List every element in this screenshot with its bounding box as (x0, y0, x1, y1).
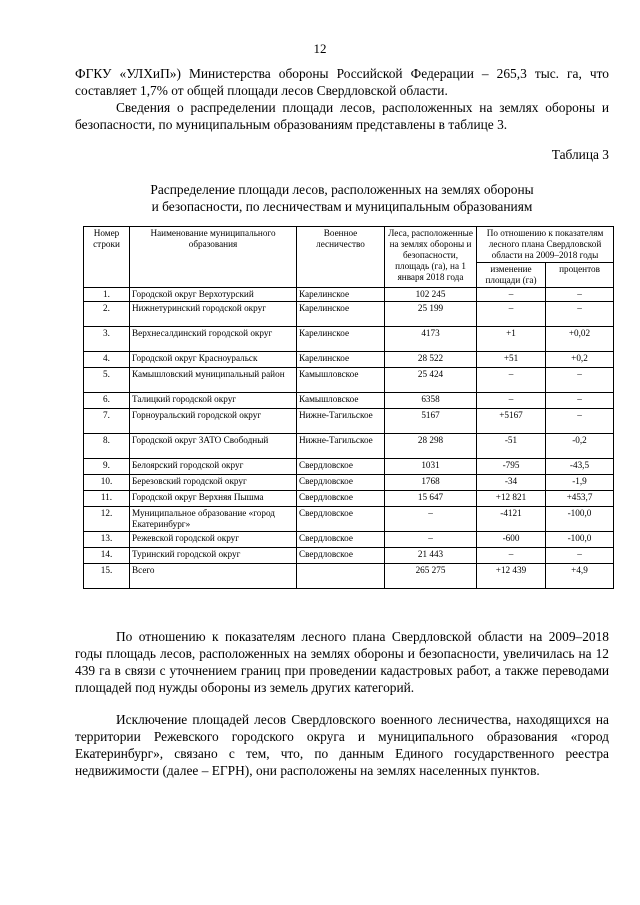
table-row (84, 352, 614, 368)
header-forestry: Военное лесничество (297, 227, 385, 288)
cell-forestry: Нижне-Тагильское (297, 434, 385, 459)
table-header-row (84, 227, 614, 263)
table-label: Таблица 3 (551, 147, 609, 162)
cell-percent: -0,2 (546, 434, 614, 459)
cell-percent: -100,0 (546, 507, 614, 532)
cell-percent: – (546, 368, 614, 393)
cell-area: 21 443 (385, 548, 477, 564)
cell-forestry: Свердловское (297, 532, 385, 548)
cell-percent: +453,7 (546, 491, 614, 507)
cell-name: Городской округ Верхотурский (130, 288, 297, 302)
cell-forestry: Карелинское (297, 352, 385, 368)
table-row (84, 409, 614, 434)
table-row (84, 288, 614, 302)
table-row (84, 434, 614, 459)
table-row (84, 393, 614, 409)
cell-change: -34 (477, 475, 546, 491)
cell-area: 25 199 (385, 302, 477, 327)
table-row (84, 548, 614, 564)
cell-num: 12. (84, 507, 130, 532)
paragraph-2: Сведения о распределении площади лесов, расположенных на землях обороны и безопасности, по муниципальным образованиям представлены в таблице 3. (75, 100, 609, 132)
cell-name: Нижнетуринский городской округ (130, 302, 297, 327)
header-percent: процентов (546, 263, 614, 288)
cell-name: Всего (130, 564, 297, 589)
cell-percent: +0,2 (546, 352, 614, 368)
cell-name: Режевской городской округ (130, 532, 297, 548)
cell-forestry: Камышловское (297, 368, 385, 393)
cell-forestry: Карелинское (297, 327, 385, 352)
cell-percent: -43,5 (546, 459, 614, 475)
cell-percent: +4,9 (546, 564, 614, 589)
cell-num: 4. (84, 352, 130, 368)
cell-num: 7. (84, 409, 130, 434)
cell-area: 102 245 (385, 288, 477, 302)
cell-area: – (385, 532, 477, 548)
header-area: Леса, расположенные на землях обороны и безопасности, площадь (га), на 1 января 2018 года (385, 227, 477, 288)
table-row (84, 368, 614, 393)
cell-num: 2. (84, 302, 130, 327)
cell-num: 13. (84, 532, 130, 548)
cell-area: 265 275 (385, 564, 477, 589)
cell-change: +1 (477, 327, 546, 352)
header-relation: По отношению к показателям лесного плана Свердловской области на 2009–2018 годы (477, 227, 614, 263)
table-caption (75, 181, 609, 215)
cell-change: -795 (477, 459, 546, 475)
table-row (84, 459, 614, 475)
cell-name: Городской округ Красноуральск (130, 352, 297, 368)
cell-area: 25 424 (385, 368, 477, 393)
cell-change: – (477, 548, 546, 564)
cell-name: Горноуральский городской округ (130, 409, 297, 434)
cell-name: Талицкий городской округ (130, 393, 297, 409)
cell-percent: -100,0 (546, 532, 614, 548)
cell-forestry: Свердловское (297, 548, 385, 564)
cell-name: Муниципальное образование «город Екатеринбург» (130, 507, 297, 532)
cell-forestry: Свердловское (297, 475, 385, 491)
table-row (84, 507, 614, 532)
cell-forestry: Камышловское (297, 393, 385, 409)
cell-num: 5. (84, 368, 130, 393)
cell-area: 6358 (385, 393, 477, 409)
table-row (84, 491, 614, 507)
table-row (84, 532, 614, 548)
cell-area: 5167 (385, 409, 477, 434)
cell-name: Туринский городской округ (130, 548, 297, 564)
cell-num: 3. (84, 327, 130, 352)
cell-change: – (477, 368, 546, 393)
table-row-total (84, 564, 614, 589)
cell-change: +5167 (477, 409, 546, 434)
cell-num: 9. (84, 459, 130, 475)
cell-percent: -1,9 (546, 475, 614, 491)
cell-num: 15. (84, 564, 130, 589)
cell-forestry: Нижне-Тагильское (297, 409, 385, 434)
cell-num: 8. (84, 434, 130, 459)
cell-num: 1. (84, 288, 130, 302)
cell-area: 4173 (385, 327, 477, 352)
header-num: Номер строки (84, 227, 130, 288)
cell-area: 1768 (385, 475, 477, 491)
cell-percent: – (546, 393, 614, 409)
cell-forestry: Карелинское (297, 288, 385, 302)
caption-line-2: и безопасности, по лесничествам и муниципальным образованиям (151, 199, 533, 214)
cell-change: -600 (477, 532, 546, 548)
cell-change: +51 (477, 352, 546, 368)
page-number: 12 (313, 41, 327, 56)
cell-area: – (385, 507, 477, 532)
cell-area: 28 522 (385, 352, 477, 368)
cell-name: Городской округ Верхняя Пышма (130, 491, 297, 507)
cell-area: 15 647 (385, 491, 477, 507)
cell-num: 6. (84, 393, 130, 409)
cell-num: 11. (84, 491, 130, 507)
forest-distribution-table (83, 226, 614, 589)
table-row (84, 327, 614, 352)
header-name: Наименование муниципального образования (130, 227, 297, 288)
cell-percent: – (546, 409, 614, 434)
cell-forestry: Карелинское (297, 302, 385, 327)
cell-name: Березовский городской округ (130, 475, 297, 491)
cell-area: 28 298 (385, 434, 477, 459)
table-row (84, 302, 614, 327)
cell-percent: +0,02 (546, 327, 614, 352)
cell-change: -4121 (477, 507, 546, 532)
cell-percent: – (546, 302, 614, 327)
cell-area: 1031 (385, 459, 477, 475)
cell-change: +12 821 (477, 491, 546, 507)
cell-forestry (297, 564, 385, 589)
paragraph-4: Исключение площадей лесов Свердловского военного лесничества, находящихся на территории Режевского городского округа и муниципального образования «город Екатеринбург», связано с тем, что, по данным Единого государственного реестра недвижимости (далее – ЕГРН), они расположены на землях населенных пунктов. (75, 712, 609, 778)
cell-num: 14. (84, 548, 130, 564)
cell-change: -51 (477, 434, 546, 459)
cell-change: – (477, 288, 546, 302)
paragraph-1: ФГКУ «УЛХиП») Министерства обороны Российской Федерации – 265,3 тыс. га, что составляет 1,7% от общей площади лесов Свердловской области. (75, 66, 609, 98)
caption-line-1: Распределение площади лесов, расположенных на землях обороны (150, 182, 534, 197)
header-change: изменение площади (га) (477, 263, 546, 288)
cell-name: Городской округ ЗАТО Свободный (130, 434, 297, 459)
cell-name: Камышловский муниципальный район (130, 368, 297, 393)
cell-num: 10. (84, 475, 130, 491)
cell-change: – (477, 302, 546, 327)
paragraph-3: По отношению к показателям лесного плана Свердловской области на 2009–2018 годы площадь лесов, расположенных на землях обороны и безопасности, увеличилась на 12 439 га в связи с уточнением границ при проведении кадастровых работ, а также переводами площадей под нужды обороны из земель других категорий. (75, 629, 609, 695)
table-row (84, 475, 614, 491)
cell-forestry: Свердловское (297, 491, 385, 507)
cell-percent: – (546, 548, 614, 564)
cell-percent: – (546, 288, 614, 302)
cell-change: +12 439 (477, 564, 546, 589)
cell-forestry: Свердловское (297, 507, 385, 532)
cell-change: – (477, 393, 546, 409)
cell-forestry: Свердловское (297, 459, 385, 475)
cell-name: Белоярский городской округ (130, 459, 297, 475)
cell-name: Верхнесалдинский городской округ (130, 327, 297, 352)
